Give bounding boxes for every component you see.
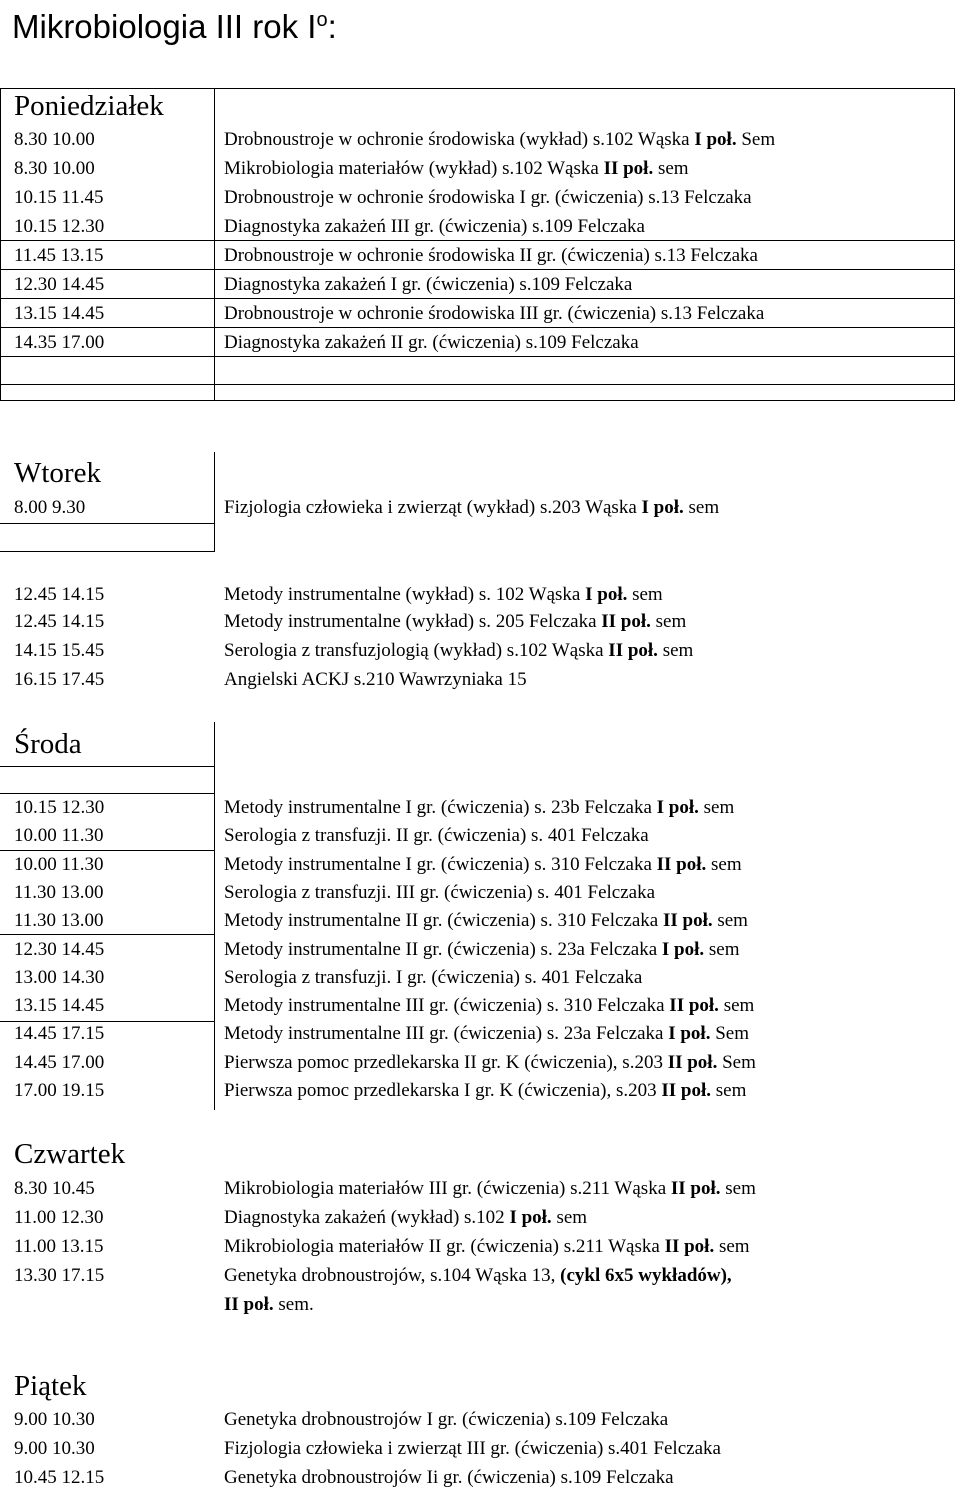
- semester-bold: II poł.: [656, 853, 712, 875]
- class-cell: [224, 637, 693, 665]
- semester-bold: II poł.: [669, 995, 724, 1017]
- class-cell: [224, 184, 752, 212]
- class-cell: [224, 1204, 587, 1232]
- time-cell: 11.00 12.30: [14, 1207, 104, 1228]
- class-cell: [224, 1077, 746, 1105]
- class-cell: [224, 1020, 749, 1048]
- class-cell: [224, 1435, 721, 1463]
- class-name: Metody instrumentalne III gr. (ćwiczenia) s. 310 Felczaka: [224, 995, 670, 1017]
- class-cell: [224, 964, 642, 992]
- class-name: Diagnostyka zakażeń (wykład) s.102: [224, 1207, 510, 1228]
- semester-suffix: sem: [718, 1236, 750, 1257]
- class-name: Drobnoustroje w ochronie środowiska II gr. (ćwiczenia) s.13 Felczaka: [224, 245, 758, 266]
- semester-bold: I poł.: [585, 584, 633, 605]
- semester-suffix: sem: [717, 910, 748, 932]
- time-cell: 14.15 15.45: [14, 640, 105, 661]
- time-cell: 11.45 13.15: [14, 245, 104, 266]
- column-divider: [214, 722, 215, 1110]
- tue-rule: [0, 551, 214, 552]
- time-cell: 11.30 13.00: [14, 910, 104, 932]
- class-name: Mikrobiologia materiałów II gr. (ćwiczenia) s.211 Wąska: [224, 1236, 665, 1257]
- semester-bold: I poł.: [656, 797, 704, 818]
- class-cell: [224, 126, 775, 154]
- time-cell: 10.45 12.15: [14, 1467, 105, 1488]
- table-border: [0, 88, 1, 400]
- table-border: [0, 400, 955, 401]
- semester-bold: I poł.: [668, 1023, 716, 1045]
- semester-bold: II poł.: [667, 1051, 723, 1073]
- time-cell: 14.45 17.15: [14, 1023, 105, 1045]
- time-cell: 10.00 11.30: [14, 853, 104, 875]
- semester-suffix: sem: [662, 640, 694, 661]
- time-cell: 12.30 14.45: [14, 938, 105, 960]
- mon-rule: [0, 384, 955, 385]
- class-cell: [224, 329, 639, 357]
- semester-suffix: sem.: [278, 1294, 314, 1315]
- class-name: Fizjologia człowieka i zwierząt (wykład) s.203 Wąska: [224, 497, 642, 518]
- class-name: Genetyka drobnoustrojów Ii gr. (ćwiczenia) s.109 Felczaka: [224, 1467, 674, 1488]
- class-name: Fizjologia człowieka i zwierząt III gr. (ćwiczenia) s.401 Felczaka: [224, 1438, 721, 1459]
- semester-bold: (cykl 6x5 wykładów),: [560, 1265, 732, 1286]
- semester-suffix: sem: [711, 853, 742, 875]
- class-cell: [224, 936, 740, 964]
- page-title: Mikrobiologia III rok $I^o$:: [12, 8, 337, 45]
- class-cell: [224, 1464, 674, 1492]
- class-name: Drobnoustroje w ochronie środowiska III gr. (ćwiczenia) s.13 Felczaka: [224, 303, 765, 324]
- class-cell: [224, 300, 764, 328]
- time-cell: 11.30 13.00: [14, 881, 104, 903]
- semester-bold: II poł.: [608, 640, 663, 661]
- time-cell: 16.15 17.45: [14, 669, 105, 690]
- class-name: Angielski ACKJ s.210 Wawrzyniaka 15: [224, 669, 527, 690]
- class-name: Metody instrumentalne I gr. (ćwiczenia) s. 23b Felczaka: [224, 797, 657, 818]
- class-cell: [224, 851, 742, 879]
- semester-suffix: sem: [723, 995, 755, 1017]
- time-cell: 10.00 11.30: [14, 825, 104, 847]
- semester-suffix: Sem: [722, 1051, 756, 1073]
- class-cell: [224, 992, 754, 1020]
- class-cell: [224, 1406, 668, 1434]
- semester-bold: II poł.: [601, 611, 656, 632]
- class-cell: [224, 581, 663, 609]
- time-cell: 9.00 10.30: [14, 1438, 95, 1459]
- class-name: Drobnoustroje w ochronie środowiska I gr. (ćwiczenia) s.13 Felczaka: [224, 187, 752, 208]
- class-name: Genetyka drobnoustrojów I gr. (ćwiczenia) s.109 Felczaka: [224, 1409, 669, 1430]
- semester-suffix: sem: [725, 1178, 756, 1199]
- semester-bold: I poł.: [694, 129, 742, 150]
- class-name: Serologia z transfuzji. III gr. (ćwiczenia) s. 401 Felczaka: [224, 881, 656, 903]
- time-cell: 10.15 12.30: [14, 797, 105, 818]
- time-cell: 9.00 10.30: [14, 1409, 95, 1430]
- time-cell: 13.00 14.30: [14, 966, 105, 988]
- time-cell: 13.30 17.15: [14, 1265, 105, 1286]
- day-header-mon: Poniedziałek: [14, 90, 164, 122]
- class-cell: [224, 879, 655, 907]
- class-name: Metody instrumentalne (wykład) s. 102 Wąska: [224, 584, 586, 605]
- semester-bold: II poł.: [224, 1294, 279, 1315]
- class-name: Metody instrumentalne III gr. (ćwiczenia) s. 23a Felczaka: [224, 1023, 669, 1045]
- semester-bold: II poł.: [662, 910, 718, 932]
- semester-bold: II poł.: [603, 158, 658, 179]
- class-name: Serologia z transfuzji. II gr. (ćwiczenia) s. 401 Felczaka: [224, 825, 649, 847]
- class-cell: [224, 155, 689, 183]
- time-cell: 8.00 9.30: [14, 497, 86, 518]
- class-name: Diagnostyka zakażeń I gr. (ćwiczenia) s.109 Felczaka: [224, 274, 633, 295]
- time-cell: 10.15 12.30: [14, 216, 105, 237]
- class-cell: [224, 1262, 732, 1290]
- class-cell: [224, 271, 632, 299]
- time-cell: 14.45 17.00: [14, 1051, 105, 1073]
- semester-suffix: sem: [703, 797, 735, 818]
- time-cell: 12.30 14.45: [14, 274, 105, 295]
- semester-bold: II poł.: [661, 1080, 716, 1101]
- wed-rule: [0, 766, 214, 767]
- semester-suffix: sem: [688, 497, 720, 518]
- class-name: Metody instrumentalne I gr. (ćwiczenia) s. 310 Felczaka: [224, 853, 657, 875]
- table-border: [954, 88, 955, 400]
- semester-bold: II poł.: [664, 1236, 719, 1257]
- time-cell: 13.15 14.45: [14, 995, 105, 1017]
- time-cell: 13.15 14.45: [14, 303, 105, 324]
- time-cell: 12.45 14.15: [14, 584, 105, 605]
- class-name: Diagnostyka zakażeń III gr. (ćwiczenia) s.109 Felczaka: [224, 216, 645, 237]
- semester-bold: I poł.: [661, 938, 709, 960]
- class-name: Metody instrumentalne II gr. (ćwiczenia) s. 23a Felczaka: [224, 938, 662, 960]
- semester-bold: I poł.: [641, 497, 689, 518]
- semester-suffix: sem: [655, 611, 687, 632]
- class-name: Metody instrumentalne (wykład) s. 205 Felczaka: [224, 611, 602, 632]
- semester-suffix: sem: [657, 158, 689, 179]
- time-cell: 17.00 19.15: [14, 1080, 105, 1101]
- class-name: Metody instrumentalne II gr. (ćwiczenia) s. 310 Felczaka: [224, 910, 663, 932]
- class-name: Mikrobiologia materiałów III gr. (ćwiczenia) s.211 Wąska: [224, 1178, 671, 1199]
- class-name: Mikrobiologia materiałów (wykład) s.102 Wąska: [224, 158, 604, 179]
- column-divider: [214, 88, 215, 400]
- class-name: Pierwsza pomoc przedlekarska II gr. K (ćwiczenia), s.203: [224, 1051, 668, 1073]
- class-cell: [224, 242, 758, 270]
- semester-bold: I poł.: [509, 1207, 557, 1228]
- class-cell: [224, 822, 649, 850]
- class-name: Diagnostyka zakażeń II gr. (ćwiczenia) s.109 Felczaka: [224, 332, 639, 353]
- class-cell: [224, 1175, 756, 1203]
- class-cell: [224, 1049, 756, 1077]
- time-cell: 8.30 10.00: [14, 158, 95, 179]
- tue-rule: [0, 523, 214, 524]
- time-cell: 14.35 17.00: [14, 332, 105, 353]
- day-header-fri: Piątek: [14, 1370, 87, 1402]
- class-name: Serologia z transfuzjologią (wykład) s.102 Wąska: [224, 640, 609, 661]
- semester-suffix: sem: [556, 1207, 588, 1228]
- class-name: Pierwsza pomoc przedlekarska I gr. K (ćwiczenia), s.203: [224, 1080, 662, 1101]
- class-cell: [224, 213, 645, 241]
- class-cell: [224, 666, 527, 694]
- day-header-thu: Czwartek: [14, 1138, 126, 1170]
- semester-suffix: Sem: [741, 129, 776, 150]
- semester-suffix: sem: [708, 938, 740, 960]
- day-header-wed: Środa: [14, 728, 82, 760]
- class-name: Genetyka drobnoustrojów, s.104 Wąska 13,: [224, 1265, 561, 1286]
- class-cell: [224, 608, 686, 636]
- time-cell: 10.15 11.45: [14, 187, 104, 208]
- semester-suffix: sem: [632, 584, 663, 605]
- column-divider: [214, 452, 215, 552]
- time-cell: 8.30 10.45: [14, 1178, 95, 1199]
- semester-suffix: sem: [715, 1080, 747, 1101]
- class-cell: [224, 1233, 750, 1261]
- class-name: Drobnoustroje w ochronie środowiska (wykład) s.102 Wąska: [224, 129, 695, 150]
- class-cell: [224, 1291, 314, 1319]
- time-cell: 12.45 14.15: [14, 611, 105, 632]
- time-cell: 8.30 10.00: [14, 129, 95, 150]
- time-cell: 11.00 13.15: [14, 1236, 104, 1257]
- day-header-tue: Wtorek: [14, 457, 101, 489]
- class-cell: [224, 794, 734, 822]
- semester-suffix: Sem: [715, 1023, 749, 1045]
- class-cell: [224, 907, 748, 935]
- class-cell: [224, 494, 719, 522]
- semester-bold: II poł.: [670, 1178, 726, 1199]
- class-name: Serologia z transfuzji. I gr. (ćwiczenia) s. 401 Felczaka: [224, 966, 643, 988]
